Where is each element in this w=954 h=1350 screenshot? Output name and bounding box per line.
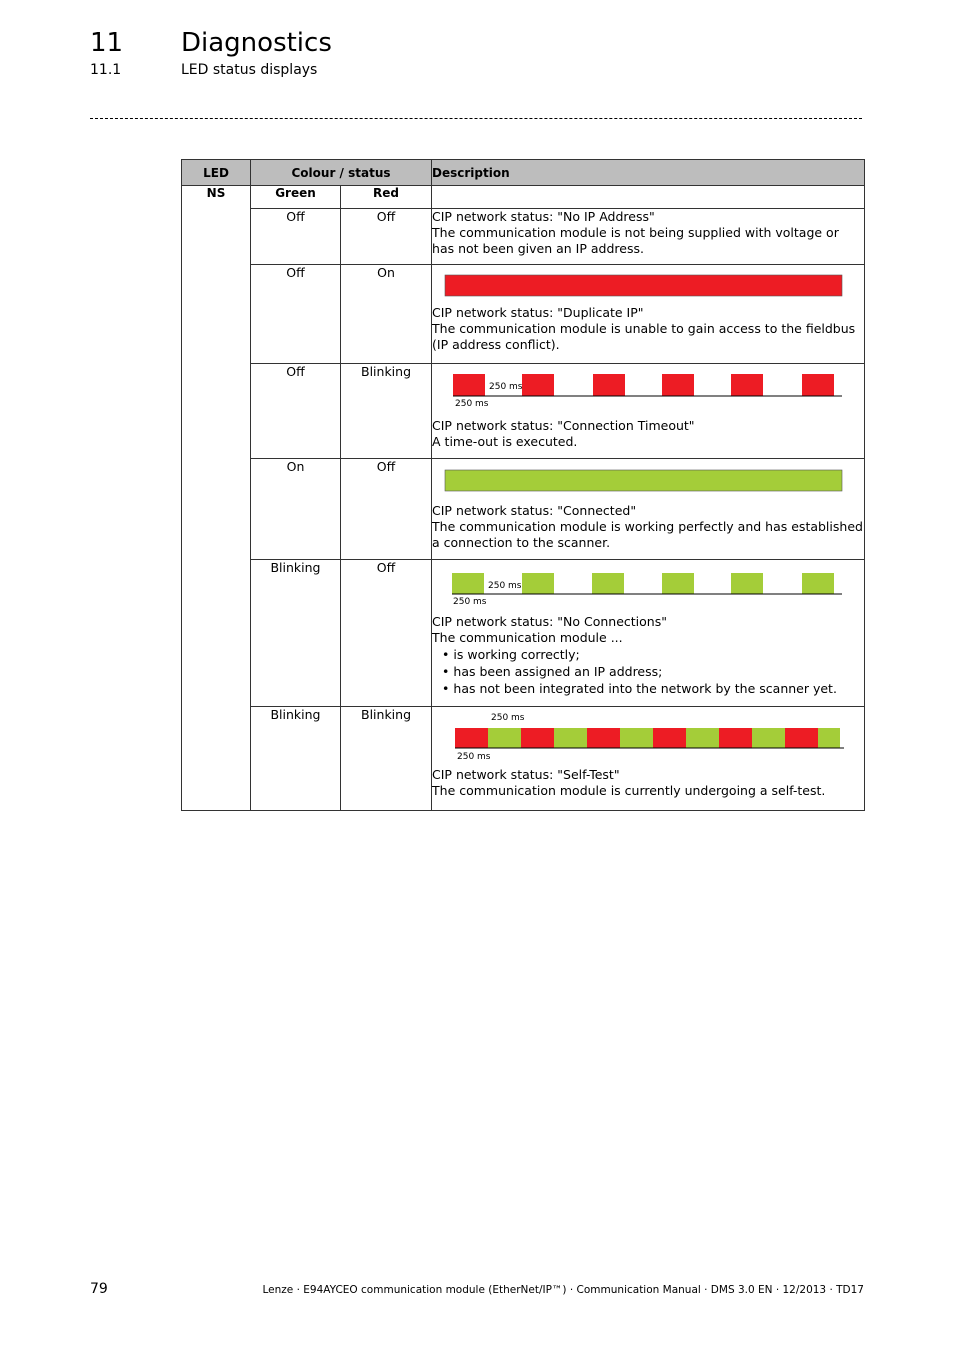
subheader-red: Red — [341, 186, 432, 209]
green-on-bar — [445, 470, 842, 491]
timing-label-on: 250 ms — [491, 713, 525, 723]
red-pulse — [662, 374, 694, 396]
red-pulse — [653, 728, 686, 748]
description-cell — [432, 364, 865, 459]
signal-diagram-red-on — [432, 265, 852, 305]
red-pulse — [719, 728, 752, 748]
bullet-list — [432, 646, 864, 697]
red-status-cell: On — [341, 265, 432, 364]
signal-diagram-green-on — [432, 459, 852, 503]
red-status-cell: Blinking — [341, 707, 432, 811]
led-status-table — [181, 159, 865, 811]
cip-status-text: CIP network status: "No IP Address" — [432, 209, 655, 224]
green-status-cell: Off — [251, 364, 341, 459]
table-row — [182, 459, 865, 560]
green-pulse — [452, 573, 484, 594]
red-pulse — [802, 374, 834, 396]
red-status-cell: Off — [341, 209, 432, 265]
description-cell — [432, 265, 865, 364]
red-status-cell: Off — [341, 459, 432, 560]
red-pulse — [521, 728, 554, 748]
red-pulse — [522, 374, 554, 396]
cip-status-text: CIP network status: "Connected" — [432, 503, 637, 518]
timing-label-off: 250 ms — [457, 752, 491, 762]
green-pulse — [592, 573, 624, 594]
subheader-empty — [432, 186, 865, 209]
subheader-green: Green — [251, 186, 341, 209]
green-pulse — [752, 728, 785, 748]
signal-diagram-red-blink — [432, 364, 852, 418]
red-pulse — [455, 728, 488, 748]
description-text: The communication module ... — [432, 630, 623, 645]
red-pulse — [785, 728, 818, 748]
led-name-cell: NS — [182, 186, 251, 811]
green-pulse — [686, 728, 719, 748]
description-cell — [432, 707, 865, 811]
table-row — [182, 209, 865, 265]
timing-label-off: 250 ms — [453, 597, 487, 607]
signal-diagram-alternating — [432, 707, 852, 767]
red-pulse — [593, 374, 625, 396]
table-row — [182, 560, 865, 707]
cip-status-text: CIP network status: "Duplicate IP" — [432, 305, 644, 320]
green-status-cell: Off — [251, 209, 341, 265]
chapter-number: 11 — [90, 28, 124, 58]
description-text: The communication module is not being supplied with voltage or has not been given an IP address. — [432, 225, 839, 256]
header-divider — [90, 118, 862, 119]
table-subheader-row — [182, 186, 865, 209]
table-header-row — [182, 160, 865, 186]
section-number: 11.1 — [90, 62, 122, 78]
header-colour-status: Colour / status — [251, 160, 432, 186]
description-cell — [432, 209, 865, 265]
chapter-title: Diagnostics — [181, 28, 332, 58]
cip-status-text: CIP network status: "No Connections" — [432, 614, 667, 629]
cip-status-text: CIP network status: "Self-Test" — [432, 767, 620, 782]
section-title: LED status displays — [181, 62, 318, 78]
green-pulse — [818, 728, 840, 748]
table-row — [182, 364, 865, 459]
red-status-cell: Off — [341, 560, 432, 707]
description-text: The communication module is working perfectly and has established a connection to the scanner. — [432, 519, 863, 550]
cip-status-text: CIP network status: "Connection Timeout" — [432, 418, 695, 433]
red-pulse — [453, 374, 485, 396]
green-pulse — [554, 728, 587, 748]
green-pulse — [731, 573, 763, 594]
timing-label-on: 250 ms — [489, 382, 523, 392]
footer-text: Lenze · E94AYCEO communication module (EtherNet/IP™) · Communication Manual · DMS 3.0 EN · 12/2013 · TD17 — [262, 1284, 864, 1296]
red-status-cell: Blinking — [341, 364, 432, 459]
green-pulse — [802, 573, 834, 594]
red-pulse — [587, 728, 620, 748]
green-status-cell: Blinking — [251, 560, 341, 707]
list-item: • has been assigned an IP address; — [442, 664, 663, 679]
green-status-cell: Off — [251, 265, 341, 364]
list-item: • has not been integrated into the network by the scanner yet. — [442, 681, 837, 696]
signal-diagram-green-blink — [432, 560, 852, 614]
red-pulse — [731, 374, 763, 396]
table-row — [182, 707, 865, 811]
green-pulse — [488, 728, 521, 748]
table-row — [182, 265, 865, 364]
green-pulse — [522, 573, 554, 594]
green-pulse — [662, 573, 694, 594]
list-item: • is working correctly; — [442, 647, 580, 662]
header-led: LED — [182, 160, 251, 186]
page-number: 79 — [90, 1281, 108, 1297]
green-status-cell: Blinking — [251, 707, 341, 811]
green-pulse — [620, 728, 653, 748]
description-text: The communication module is currently undergoing a self-test. — [432, 783, 826, 798]
green-status-cell: On — [251, 459, 341, 560]
description-cell — [432, 560, 865, 707]
description-text: A time-out is executed. — [432, 434, 578, 449]
header-description: Description — [432, 160, 865, 186]
red-on-bar — [445, 275, 842, 296]
timing-label-off: 250 ms — [455, 399, 489, 409]
description-cell — [432, 459, 865, 560]
description-text: The communication module is unable to gain access to the fieldbus (IP address conflict). — [432, 321, 856, 352]
timing-label-on: 250 ms — [488, 581, 522, 591]
